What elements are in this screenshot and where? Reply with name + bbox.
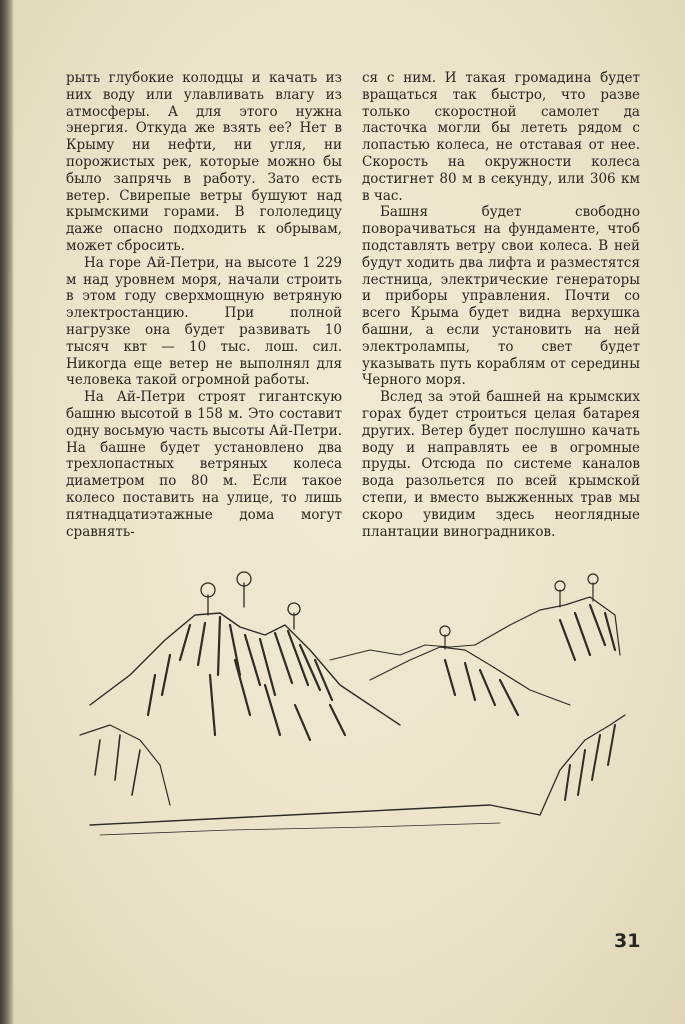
paragraph: Вслед за этой башней на крымских горах будет строиться целая батарея других. Ветер будет послушно качать воду и направлять ее в огромные пруды. Отсюда по системе каналов вода разольется по всей крымской степи, и вместо выжженных трав мы скоро увидим здесь неоглядные плантации виноградников. bbox=[362, 389, 640, 540]
water-line bbox=[100, 823, 500, 835]
shoreline bbox=[90, 805, 540, 825]
paragraph: рыть глубокие колодцы и качать из них воду или улавливать влагу из атмосферы. А для этого нужна энергия. Откуда же взять ее? Нет в Крыму ни нефти, ни угля, ни порожистых рек, которые можно бы было запрячь в работу. Зато есть ветер. Свирепые ветры бушуют над крымскими горами. В гололедицу даже опасно подходить к обрывам, может сбросить. bbox=[66, 70, 342, 254]
middle-ridge-outline bbox=[330, 645, 475, 660]
central-peak-outline bbox=[370, 647, 570, 705]
paragraph: Башня будет свободно поворачиваться на фундаменте, чтоб подставлять ветру свои колеса. В ней будут ходить два лифта и разместятся лестница, электрические генераторы и приборы управления. Почти со всего Крыма будет видна верхушка башни, а если установить на ней электролампы, то свет будет указывать путь кораблям от середины Черного моря. bbox=[362, 204, 640, 389]
mountain-shading bbox=[148, 605, 615, 740]
wind-tower-4 bbox=[440, 626, 450, 649]
left-hill-shading bbox=[95, 735, 140, 795]
wind-tower-5 bbox=[555, 581, 565, 607]
left-text-column bbox=[66, 70, 342, 540]
wind-tower-1 bbox=[201, 583, 215, 615]
paragraph: На горе Ай-Петри, на высоте 1 229 м над уровнем моря, начали строить в этом году сверхмощную ветряную электростанцию. При полной нагрузке она будет развивать 10 тысяч квт — 10 тыс. лош. сил. Никогда еще ветер не выполнял для человека такой огромной работы. bbox=[66, 254, 342, 389]
wind-tower-2 bbox=[237, 572, 251, 607]
wind-tower-3 bbox=[288, 603, 300, 629]
right-text-column bbox=[362, 70, 640, 540]
paragraph: На Ай-Петри строят гигантскую башню высотой в 158 м. Это составит одну восьмую часть высоты Ай-Петри. На башне будет установлено два трехлопастных ветряных колеса диаметром по 80 м. Если такое колесо поставить на улице, то лишь пятнадцатиэтажные дома могут сравнять- bbox=[66, 389, 342, 540]
page-binding-shadow bbox=[0, 0, 14, 1024]
mountain-wind-towers-illustration bbox=[70, 565, 635, 865]
left-hill-outline bbox=[80, 725, 170, 805]
main-mountain-outline bbox=[90, 613, 400, 725]
page-number: 31 bbox=[614, 930, 641, 952]
paragraph: ся с ним. И такая громадина будет вращаться так быстро, что разве только скоростной самолет да ласточка могли бы лететь рядом с лопастью колеса, не отставая от нее. Скорость на окружности колеса достигнет 80 м в секунду, или 306 км в час. bbox=[362, 70, 640, 204]
